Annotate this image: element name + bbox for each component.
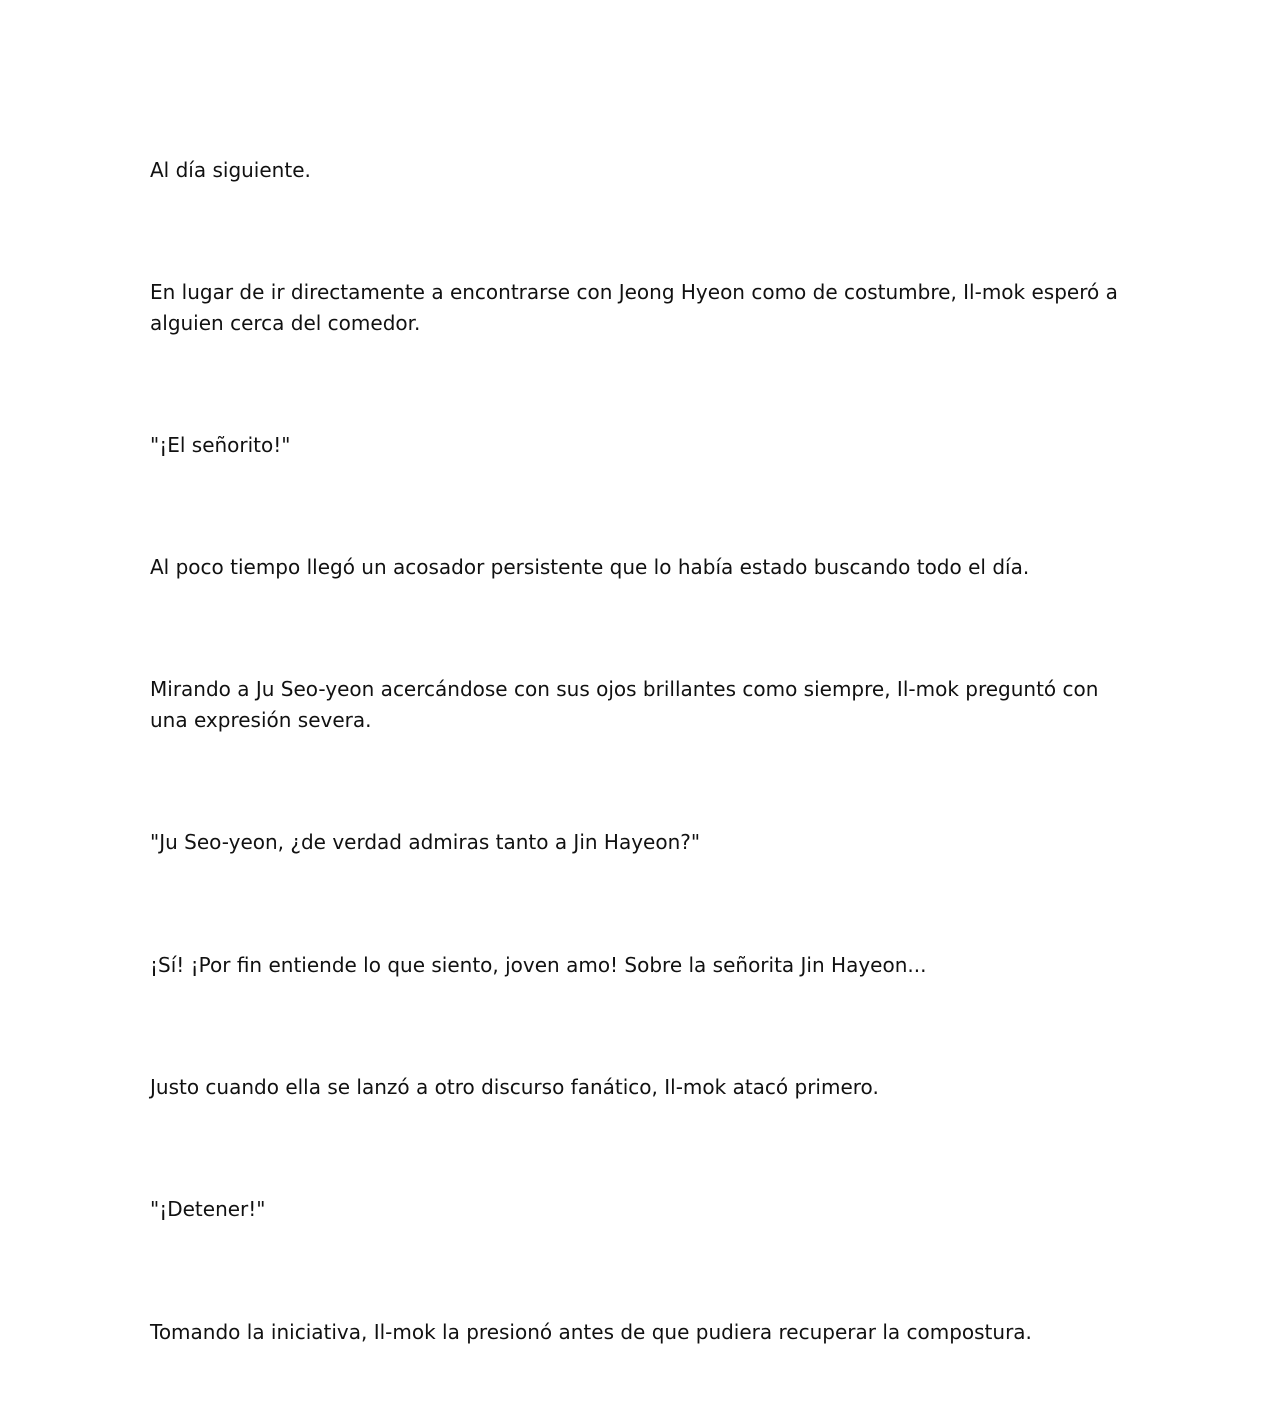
paragraph: En lugar de ir directamente a encontrarse con Jeong Hyeon como de costumbre, Il-mok esperó a alguien cerca del comedor.	[150, 280, 1118, 335]
paragraph: Mirando a Ju Seo-yeon acercándose con sus ojos brillantes como siempre, Il-mok preguntó con una expresión severa.	[150, 677, 1099, 732]
dialogue-line: "¡Detener!"	[150, 1197, 266, 1221]
paragraph: Al día siguiente.	[150, 158, 311, 182]
dialogue-line: "Ju Seo-yeon, ¿de verdad admiras tanto a Jin Hayeon?"	[150, 830, 701, 854]
dialogue-line: "¡El señorito!"	[150, 433, 291, 457]
paragraph: Al poco tiempo llegó un acosador persistente que lo había estado buscando todo el día.	[150, 555, 1030, 579]
paragraph: Justo cuando ella se lanzó a otro discurso fanático, Il-mok atacó primero.	[150, 1075, 879, 1099]
paragraph: ¡Sí! ¡Por fin entiende lo que siento, joven amo! Sobre la señorita Jin Hayeon...	[150, 953, 927, 977]
paragraph: Tomando la iniciativa, Il-mok la presionó antes de que pudiera recuperar la compostura.	[150, 1320, 1032, 1344]
